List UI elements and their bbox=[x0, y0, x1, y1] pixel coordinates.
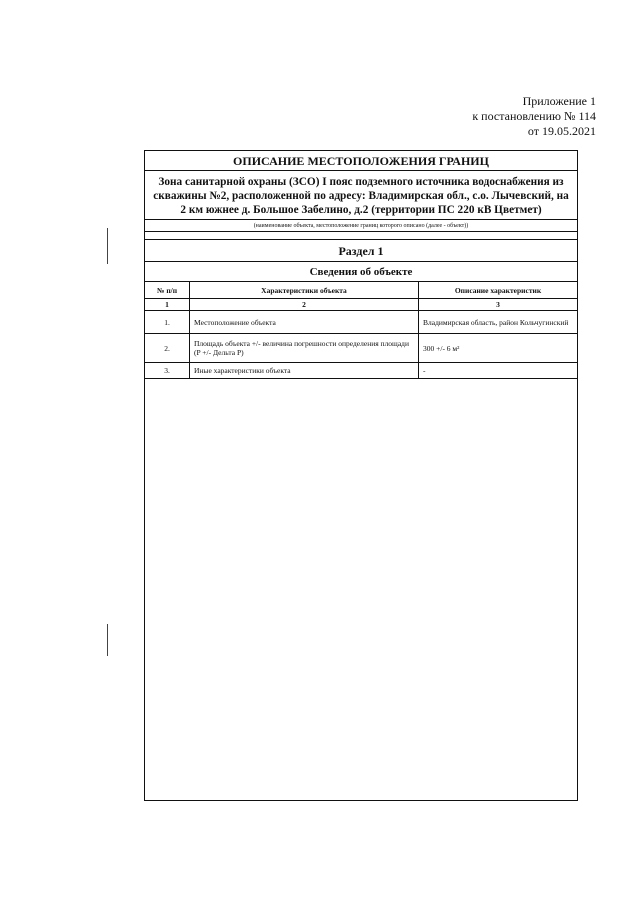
header-description: Описание характеристик bbox=[419, 282, 578, 299]
row-num: 3. bbox=[145, 363, 190, 379]
scan-mark bbox=[107, 624, 108, 656]
row-description: 300 +/- 6 м² bbox=[419, 334, 578, 363]
zone-name: Зона санитарной охраны (ЗСО) I пояс подземного источника водоснабжения из скважины №2, расположенной по адресу: Владимирская обл., с.о. Лычевский, на 2 км южнее д. Большое Забелино, д.2 (территории ПС 220 кВ Цветмет) bbox=[145, 171, 577, 220]
row-description: - bbox=[419, 363, 578, 379]
row-characteristic: Площадь объекта +/- величина погрешности определения площади (P +/- Дельта P) bbox=[190, 334, 419, 363]
table-row bbox=[145, 311, 577, 334]
spacer-row bbox=[145, 232, 577, 240]
document-title: ОПИСАНИЕ МЕСТОПОЛОЖЕНИЯ ГРАНИЦ bbox=[145, 151, 577, 171]
scan-mark bbox=[107, 228, 108, 264]
row-characteristic: Местоположение объекта bbox=[190, 311, 419, 334]
annex-block bbox=[472, 94, 596, 139]
annex-line-1: Приложение 1 bbox=[522, 94, 596, 108]
row-num: 1. bbox=[145, 311, 190, 334]
info-title: Сведения об объекте bbox=[145, 262, 577, 282]
annex-line-2: к постановлению № 114 bbox=[472, 109, 596, 123]
header-characteristic: Характеристики объекта bbox=[190, 282, 419, 299]
header-num: № п/п bbox=[145, 282, 190, 299]
row-num: 2. bbox=[145, 334, 190, 363]
col-number-3: 3 bbox=[419, 299, 578, 311]
table-row bbox=[145, 363, 577, 379]
section-title: Раздел 1 bbox=[145, 240, 577, 262]
col-number-1: 1 bbox=[145, 299, 190, 311]
object-table bbox=[145, 282, 577, 379]
col-number-2: 2 bbox=[190, 299, 419, 311]
table-number-row bbox=[145, 299, 577, 311]
row-characteristic: Иные характеристики объекта bbox=[190, 363, 419, 379]
zone-note: (наименование объекта, местоположение границ которого описано (далее - объект)) bbox=[145, 220, 577, 232]
table-row bbox=[145, 334, 577, 363]
row-description: Владимирская область, район Кольчугинский bbox=[419, 311, 578, 334]
annex-line-3: от 19.05.2021 bbox=[527, 124, 596, 138]
document-frame bbox=[144, 150, 578, 801]
table-header-row bbox=[145, 282, 577, 299]
